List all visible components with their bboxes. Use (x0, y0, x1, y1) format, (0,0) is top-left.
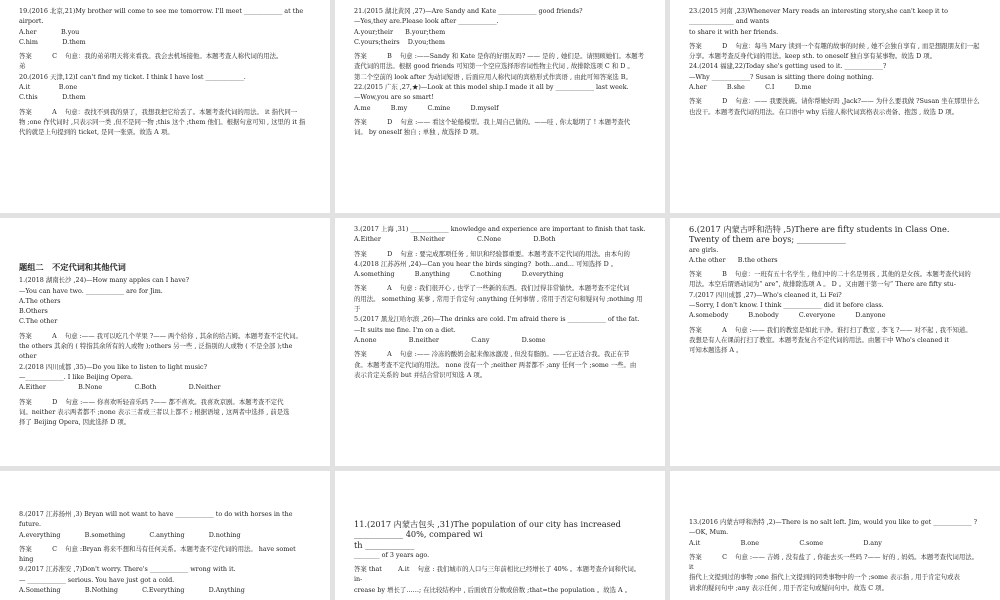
answer-line: 答案 A 句意 :—— 我可以吃几个苹果 ?—— 两个给你 , 其余的给吉姆。本题考查不定代词。 (19, 331, 302, 340)
text-line: 21.(2015 湖北黄冈 ,27)—Are Sandy and Kate ____________ good friends? (354, 7, 583, 15)
text-line: —OK, Mum. (689, 528, 729, 537)
text-line: A.something B.anything C.nothing D.everything (354, 270, 564, 279)
section-title: 题组二 不定代词和其他代词 (19, 262, 126, 272)
answer-line: 答案 A 句意 : 我们很开心 , 也学了一些新的东西。我们过得非常愉快。本题考查不定代词 (354, 284, 630, 293)
text-line: 1.(2018 湖南长沙 ,24)—How many apples can I have? (19, 276, 190, 285)
slide-panel[interactable] (670, 471, 1000, 600)
text-line: hing (19, 555, 34, 564)
answer-line: 答案 B 句意：一班有五十名学生 , 他们中的二十名是男孩 , 其他的是女孩。本题考查代词的 (689, 270, 971, 279)
text-line: 11.(2017 内蒙古包头 ,31)The population of our city has increased ____________ 40%, compared wi (354, 519, 624, 540)
slide-panel[interactable] (335, 0, 665, 213)
text-line: are girls. (689, 245, 719, 254)
answer-line: 答案 B 句意 :——Sandy 和 Kate 是你的好朋友吗? —— 是的 , 她们是。请照顾她们。本题考 (354, 52, 645, 61)
text-line: 弟 (19, 62, 26, 71)
text-line: A.Something B.Nothing C.Everything D.Anything (19, 586, 245, 595)
text-line: 可知本题选择 A 。 (689, 346, 743, 355)
text-line: A.none B.neither C.any D.some (354, 335, 546, 344)
text-line: A.everything B.something C.anything D.nothing (19, 530, 241, 539)
text-line: 用法。本空后谓语动词为“ are”, 故排除选项 A 。 D 。又由题干第一句“ There are fifty stu- (689, 280, 956, 289)
answer-line: 答案 A 句意 :—— 冷冻的酸奶会起来像冰激凌 , 但没有脂肪。——它正适合我。我正在节 (354, 350, 630, 359)
text-line: 2.(2018 四川成都 ,35)—Do you like to listen to light music? (19, 362, 208, 371)
answer-line: 答案 D 句意：每当 Mary 读到一个有趣的故事的时候 , 她不会独自享有 , 而是想跟朋友们一起 (689, 41, 980, 50)
text-line: —It suits me fine. I'm on a diet. (354, 325, 456, 334)
answer-line: 答案 D 句意 :—— 看这个轮船模型。我上周自己做的。——哇 , 你太聪明了 ! 本题考查代 (354, 117, 631, 126)
text-line: 8.(2017 江苏扬州 ,3) Bryan will not want to have ____________ to do with horses in the future. (19, 510, 295, 529)
text-line: 词。 by oneself 独自 ; 单独 , 故选择 D 项。 (354, 128, 483, 137)
answer-line: 答案 C 句意 :Bryan 将来不想和马有任何关系。本题考查不定代词的用法。 have somet (19, 544, 296, 553)
text-line: —Yes,they are.Please look after ____________. (354, 17, 499, 26)
text-line: 13.(2016 内蒙古呼和浩特 ,2)—There is no salt left. Jim, would you like to get ____________ ? (689, 518, 978, 526)
answer-line: 答案 D 句意 : 要完成那项任务 , 知识和经验都重要。本题考查不定代词的用法。由本句的 (354, 249, 630, 258)
text-line: B.Others (19, 307, 48, 316)
text-line: th ____________ (354, 539, 415, 550)
text-line: 4.(2018 江苏苏州 ,24)—Can you hear the birds singing? both...and... 可知选择 D 。 (354, 259, 618, 268)
answer-line: 答案 C 句意：我的弟弟明天将来看我。我会去机场接他。本题考查人称代词的用法。 (19, 52, 283, 61)
text-line: A.Either B.None C.Both D.Neither (19, 383, 221, 392)
text-line: 的用法。 something 某事 , 常用于肯定句 ;anything 任何事情 , 常用于否定句和疑问句 ;nothing 用于 (354, 294, 643, 314)
text-line: 择了 Beijing Opera, 因此选择 D 项。 (19, 418, 131, 427)
text-line: 也没干。本题考查代词的用法。在口语中 why 后接人称代词宾格表示责备、抱怨 , 故选 D 项。 (689, 107, 958, 116)
text-line: 表示肯定关系的 but 并结合常识可知选 A 项。 (354, 370, 487, 379)
text-line: the others 其余的 ( 特指其余所有的人或物 );others 另一些 , 泛指别的人或物 ( 不是全部 );the other (19, 342, 295, 361)
text-line: ________ of 3 years ago. (354, 550, 430, 559)
text-line: A.your;their B.your;them (354, 27, 446, 36)
text-line: A.me B.my C.mine D.myself (354, 103, 499, 112)
text-line: 22.(2015 广东 ,27,★)—Look at this model ship.I made it all by ____________ last week. (354, 83, 629, 92)
text-line: 20.(2016 天津,12)I can't find my ticket. I think I have lost ____________. (19, 72, 246, 81)
answer-line: 答案 A 句意：我找不到我的票了，我想我把它给丢了。本题考查代词的用法。 it 指代同一 (19, 107, 298, 116)
text-line: 请求的疑问句中 ;any 表示任何 , 用于否定句或疑问句中。故选 C 项。 (689, 583, 888, 592)
text-line: 代的就是上句提到的 ticket, 是同一张票。故选 A 项。 (19, 128, 174, 137)
text-line: 6.(2017 内蒙古呼和浩特 ,5)There are fifty students in Class One. Twenty of them are boys; ____________ (689, 224, 953, 245)
text-line: A.it B.one C.some D.any (689, 538, 882, 547)
slide-panel[interactable] (670, 0, 1000, 213)
answer-line: 答案 C 句意 :—— 吉姆 , 没有盐了 , 你能去买一些吗 ?—— 好的 , 妈妈。本题考查代词用法。it (689, 552, 978, 572)
text-line: 词。neither 表示两者都不 ;none 表示三者或三者以上都不 ; 根据语境 , 这两者中选择 , 前是选 (19, 407, 290, 416)
text-line: 分享。本题考查反身代词的用法。keep sth. to oneself 独自享有某事物。故选 D 项。 (689, 52, 937, 61)
text-line: 9.(2017 江苏淮安 ,7)Don't worry. There's ____________ wrong with it. (19, 565, 236, 574)
slide-panel[interactable] (0, 218, 330, 466)
text-line: C.yours;theirs D.you;them (354, 37, 445, 46)
text-line: A.somebody B.nobody C.everyone D.anyone (689, 311, 886, 320)
text-line: A.the other B.the others (689, 255, 778, 264)
text-line: 指代上文提到过的事物 ;one 指代上文提到的同类事物中的一个 ;some 表示指 , 用于肯定句或表 (689, 573, 960, 582)
text-line: 24.(2014 福建,22)Today she's getting used to it. ____________? (689, 62, 887, 71)
text-line: 5.(2017 黑龙江哈尔滨 ,26)—The drinks are cold. I'm afraid there is ____________ of the fat. (354, 315, 640, 324)
text-line: A.her B.you (19, 27, 80, 36)
text-line: C.this D.them (19, 93, 86, 102)
text-line: 第二个空前的 look after 为动词短语 , 后面应用人称代词的宾格形式作宾语 , 由此可知答案选 B。 (354, 72, 632, 81)
text-line: —Why ____________? Susan is sitting there doing nothing. (689, 72, 874, 81)
text-line: C.him D.them (19, 37, 86, 46)
slide-panel[interactable] (0, 0, 330, 213)
text-line: 查代词的用法。根据 good friends 可知第一个空应选择形容词性物主代词 , 故排除选项 C 和 D 。 (354, 62, 634, 71)
text-line: 23.(2015 河南 ,23)Whenever Mary reads an interesting story,she can't keep it to ______________ and wants (689, 7, 951, 26)
answer-line: 答案 D 句意：—— 我要洗碗。请你帮她好吗 ,Jack?—— 为什么要我做 ?Susan 坐在那里什么 (689, 97, 980, 106)
text-line: to share it with her friends. (689, 27, 779, 36)
text-line: —____________. I like Beijing Opera. (19, 372, 133, 381)
text-line: crease by 增长了……; 在比较结构中 , 后面放百分数或倍数 ;that=the population 。故选 A 。 (354, 585, 632, 594)
slide-panel[interactable] (670, 218, 1000, 466)
answer-line: 答案 D 句意 :—— 你喜欢听轻音乐吗 ?—— 都不喜欢。我喜欢京剧。本题考查不定代 (19, 397, 284, 406)
slide-panel[interactable] (335, 471, 665, 600)
answer-line: 答案 A 句意 :—— 我们的教室是如此干净。谁打扫了教室 , 李飞 ?—— 对不起 , 我不知道。 (689, 325, 972, 334)
text-line: C.The other (19, 317, 58, 326)
slide-panel[interactable] (335, 218, 665, 466)
slide-panel[interactable] (0, 471, 330, 600)
text-line: A.Either B.Neither C.None D.Both (354, 235, 556, 244)
text-line: 7.(2017 四川成都 ,27)—Who's cleaned it, Li Fei? (689, 290, 842, 299)
text-line: 物 ;one 作代词时 ,只表示同一类 ,但不是同一物 ;this 这个 ;them 他们。根据句意可知 , 这里的 it 指 (19, 117, 306, 126)
text-line: — ____________ serious. You have just got a cold. (19, 575, 175, 584)
text-line: —Sorry, I don't know. I think ____________ did it before class. (689, 301, 884, 310)
text-line: A.her B.she C.I D.me (689, 83, 812, 92)
answer-line: 答案 that A.it 句意 : 我们城市的人口与三年前相比已经增长了 40% 。本题考查介词和代词。in- (354, 565, 641, 584)
text-line: —Wow,you are so smart! (354, 93, 434, 102)
text-line: —You can have two. ____________ are for Jim. (19, 286, 163, 295)
text-line: 我想是有人在课前打扫了教室。本题考查复合不定代词的用法。由题干中 Who's cleaned it (689, 335, 949, 344)
text-line: 19.(2016 北京,21)My brother will come to see me tomorrow. I'll meet ____________ at the airport. (19, 7, 306, 26)
text-line: 3.(2017 上海 ,31) ____________ knowledge and experience are important to finish that task. (354, 225, 646, 233)
text-line: 食。本题考查不定代词的用法。 none 没有一个 ;neither 两者都不 ;any 任何一个 ;some 一些。由 (354, 360, 637, 369)
text-line: A.The others (19, 296, 61, 305)
text-line: A.it B.one (19, 83, 78, 92)
